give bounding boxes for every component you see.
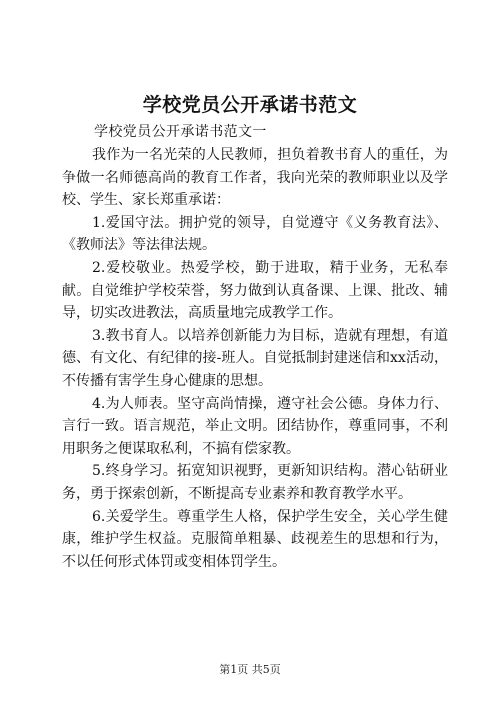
paragraph-item-5: 5.终身学习。拓宽知识视野，更新知识结构。潜心钻研业务，勇于探索创新，不断提高专业素养和教育教学水平。 — [62, 463, 448, 502]
page-footer: 第1页 共5页 — [219, 663, 281, 676]
document-subtitle: 学校党员公开承诺书范文一 — [94, 124, 267, 140]
document-title: 学校党员公开承诺书范文 — [142, 94, 358, 116]
paragraph-item-3: 3.教书育人。以培养创新能力为目标，造就有理想，有道德、有文化、有纪律的接-班人。自觉抵制封建迷信和xx活动，不传播有害学生身心健康的思想。 — [62, 327, 448, 389]
document-body — [62, 144, 448, 573]
paragraph-item-1: 1.爱国守法。拥护党的领导，自觉遵守《义务教育法》、《教师法》等法律法规。 — [62, 214, 448, 254]
paragraph-item-2: 2.爱校敬业。热爱学校，勤于进取，精于业务，无私奉献。自觉维护学校荣誉，努力做到认真备课、上课、批改、辅导，切实改进教法，高质量地完成教学工作。 — [62, 259, 448, 322]
paragraph-item-4: 4.为人师表。坚守高尚情操，遵守社会公德。身体力行、言行一致。语言规范，举止文明。团结协作，尊重同事，不利用职务之便谋取私利，不搞有偿家教。 — [62, 395, 448, 457]
paragraph-intro: 我作为一名光荣的人民教师，担负着教书育人的重任，为争做一名师德高尚的教育工作者，我向光荣的教师职业以及学校、学生、家长郑重承诺： — [62, 147, 448, 209]
paragraph-item-6: 6.关爱学生。尊重学生人格，保护学生安全，关心学生健康，维护学生权益。克服简单粗暴、歧视差生的思想和行为，不以任何形式体罚或变相体罚学生。 — [62, 508, 448, 570]
